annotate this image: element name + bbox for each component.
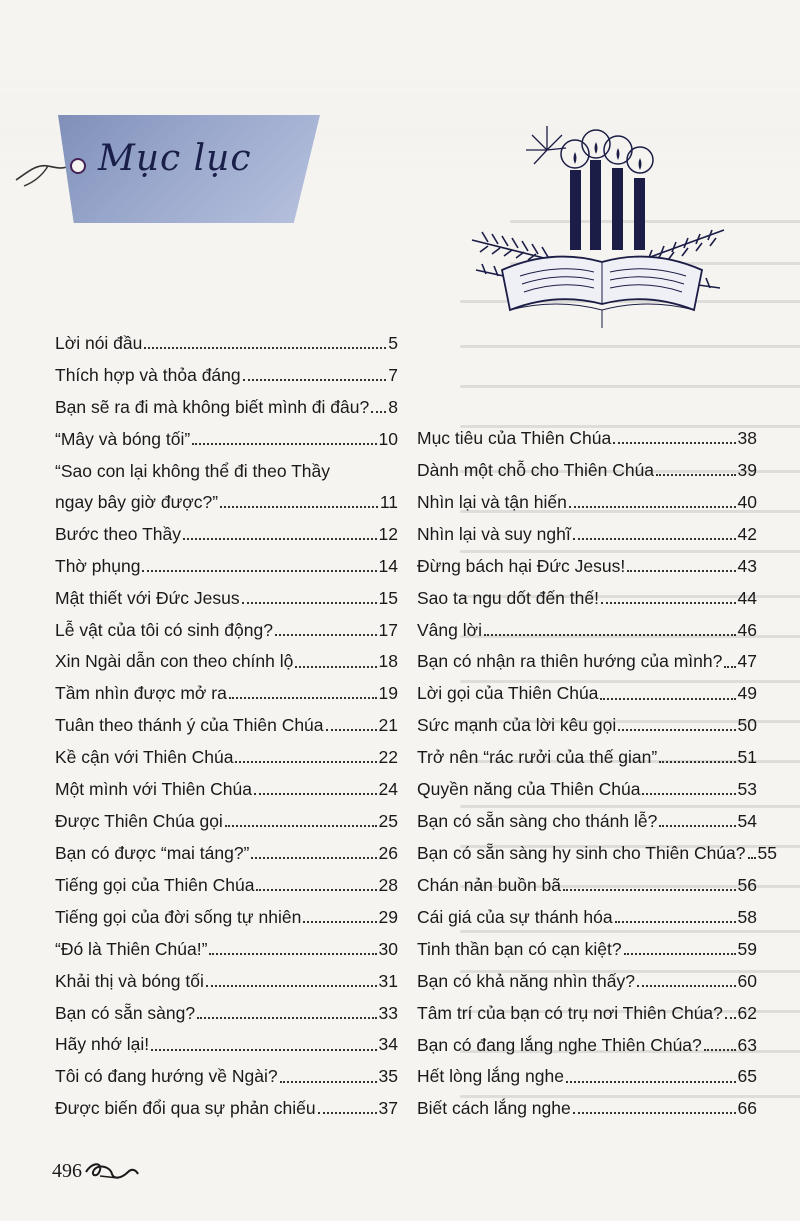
- entry-title: Bạn có sẵn sàng hy sinh cho Thiên Chúa?: [417, 842, 746, 863]
- entry-page: 34: [378, 1034, 398, 1055]
- entry-title: Khải thị và bóng tối: [55, 970, 204, 991]
- leader-dots: [656, 474, 735, 476]
- entry-page: 11: [379, 491, 398, 512]
- entry-title: Biết cách lắng nghe: [417, 1098, 571, 1119]
- toc-entry: [417, 620, 757, 640]
- toc-entry: [55, 620, 398, 640]
- entry-page: 38: [737, 428, 757, 448]
- entry-title: Bạn có được “mai táng?”: [55, 842, 250, 863]
- leader-dots: [642, 793, 735, 795]
- leader-dots: [242, 602, 377, 604]
- entry-title: Hãy nhớ lại!: [55, 1034, 150, 1055]
- entry-page: 35: [378, 1066, 398, 1087]
- entry-title: Bạn có sẵn sàng?: [55, 1002, 196, 1023]
- toc-entry: [417, 715, 757, 735]
- toc-entry: [417, 1035, 757, 1055]
- toc-entry: [55, 811, 398, 831]
- leader-dots: [627, 570, 735, 572]
- toc-entry: [55, 1003, 398, 1023]
- entry-title: Xin Ngài dẫn con theo chính lộ: [55, 651, 294, 672]
- toc-entry: [55, 365, 398, 385]
- toc-entry: [55, 939, 398, 959]
- leader-dots: [256, 889, 376, 891]
- toc-entry: [417, 971, 757, 991]
- entry-title: “Mây và bóng tối”: [55, 428, 191, 449]
- toc-entry: [55, 429, 398, 449]
- entry-page: 15: [378, 587, 398, 608]
- entry-page: 46: [737, 619, 757, 640]
- leader-dots: [566, 1081, 736, 1083]
- leader-dots: [280, 1081, 377, 1083]
- leader-dots: [318, 1112, 377, 1114]
- entry-title: Tuân theo thánh ý của Thiên Chúa: [55, 715, 324, 736]
- toc-entry: [55, 875, 398, 895]
- leader-dots: [151, 1049, 376, 1051]
- entry-title: Đừng bách hại Đức Jesus!: [417, 555, 626, 576]
- leader-dots: [220, 506, 378, 508]
- entry-page: 55: [757, 842, 777, 863]
- toc-entry: [55, 556, 398, 576]
- toc-entry: [417, 1003, 757, 1023]
- entry-page: 44: [737, 587, 757, 608]
- entry-page: 17: [378, 619, 398, 640]
- toc-entry: [417, 779, 757, 799]
- entry-page: 30: [378, 938, 398, 959]
- entry-title: Được Thiên Chúa gọi: [55, 811, 223, 832]
- page-title: Mục lục: [98, 138, 252, 179]
- entry-page: 47: [737, 651, 757, 672]
- leader-dots: [243, 379, 387, 381]
- entry-page: 56: [737, 874, 757, 895]
- entry-page: 24: [378, 779, 398, 800]
- entry-page: 65: [737, 1066, 757, 1087]
- toc-entry: [417, 907, 757, 927]
- entry-title: Một mình với Thiên Chúa: [55, 779, 252, 800]
- leader-dots: [615, 921, 736, 923]
- entry-page: 33: [378, 1002, 398, 1023]
- entry-page: 7: [388, 364, 398, 385]
- toc-left-column: [55, 333, 398, 1130]
- entry-page: 26: [378, 842, 398, 863]
- leader-dots: [624, 953, 736, 955]
- entry-title: Bạn sẽ ra đi mà không biết mình đi đâu?: [55, 396, 370, 417]
- leader-dots: [724, 666, 735, 668]
- entry-page: 12: [378, 523, 398, 544]
- entry-title: Cái giá của sự thánh hóa: [417, 906, 613, 927]
- leader-dots: [235, 761, 376, 763]
- entry-title: Tiếng gọi của đời sống tự nhiên: [55, 906, 302, 927]
- leader-dots: [573, 1112, 736, 1114]
- page-footer: [52, 1158, 142, 1184]
- toc-entry: [55, 1098, 398, 1118]
- leader-dots: [209, 953, 376, 955]
- leader-dots: [206, 985, 377, 987]
- leader-dots: [229, 697, 377, 699]
- leader-dots: [613, 442, 735, 444]
- entry-title: Sao ta ngu dốt đến thế!: [417, 587, 599, 608]
- entry-page: 53: [737, 779, 757, 800]
- leader-dots: [569, 506, 736, 508]
- toc-entry: [55, 907, 398, 927]
- leader-dots: [183, 538, 377, 540]
- toc-entry: [55, 1066, 398, 1086]
- entry-title: Thích hợp và thỏa đáng: [55, 364, 241, 385]
- toc-entry: [55, 397, 398, 417]
- leader-dots: [144, 347, 386, 349]
- toc-entry: [55, 747, 398, 767]
- entry-page: 5: [388, 333, 398, 353]
- toc-entry: [417, 842, 777, 863]
- leader-dots: [600, 698, 735, 700]
- entry-page: 37: [378, 1098, 398, 1119]
- leader-dots: [704, 1049, 736, 1051]
- entry-page: 25: [378, 811, 398, 832]
- entry-page: 39: [737, 459, 757, 480]
- toc-entry: [55, 524, 398, 544]
- entry-title: Tiếng gọi của Thiên Chúa: [55, 874, 255, 895]
- toc-entry: [417, 811, 757, 831]
- entry-title: Vâng lời: [417, 619, 482, 640]
- entry-title: Bước theo Thầy: [55, 523, 181, 544]
- leader-dots: [659, 825, 735, 827]
- entry-title: Thờ phụng: [55, 555, 141, 576]
- leader-dots: [484, 634, 736, 636]
- leader-dots: [563, 889, 736, 891]
- entry-page: 50: [737, 715, 757, 736]
- toc-entry: [417, 524, 757, 544]
- entry-title: Nhìn lại và suy nghĩ: [417, 523, 571, 544]
- entry-page: 10: [378, 428, 398, 449]
- leader-dots: [192, 443, 376, 445]
- entry-title: Dành một chỗ cho Thiên Chúa: [417, 459, 655, 480]
- leader-dots: [371, 411, 386, 413]
- entry-title: Bạn có đang lắng nghe Thiên Chúa?: [417, 1034, 702, 1055]
- entry-title: Sức mạnh của lời kêu gọi: [417, 715, 617, 736]
- scribble-flourish-icon: [82, 1158, 142, 1184]
- entry-page: 43: [737, 555, 757, 576]
- toc-entry: [55, 779, 398, 799]
- entry-title: “Sao con lại không thể đi theo Thầy: [55, 460, 331, 481]
- entry-page: 62: [737, 1002, 757, 1023]
- toc-entry: [417, 428, 757, 448]
- entry-title: Mục tiêu của Thiên Chúa: [417, 428, 612, 448]
- entry-page: 31: [378, 970, 398, 991]
- leader-dots: [637, 985, 736, 987]
- leader-dots: [251, 857, 376, 859]
- toc-entry: [417, 1098, 757, 1118]
- entry-title: Chán nản buồn bã: [417, 874, 562, 895]
- toc-entry: [417, 460, 757, 480]
- leader-dots: [142, 570, 376, 572]
- entry-page: 14: [378, 555, 398, 576]
- entry-page: 59: [737, 938, 757, 959]
- toc-entry: [55, 715, 398, 735]
- entry-page: 40: [737, 491, 757, 512]
- leader-dots: [275, 634, 377, 636]
- entry-title: Tôi có đang hướng về Ngài?: [55, 1066, 278, 1087]
- leader-dots: [197, 1017, 376, 1019]
- toc-entry: [417, 588, 757, 608]
- toc-entry: [417, 939, 757, 959]
- leader-dots: [748, 857, 756, 859]
- entry-page: 21: [378, 715, 398, 736]
- toc-right-column: [417, 428, 777, 1130]
- entry-title: Nhìn lại và tận hiến: [417, 491, 567, 512]
- entry-page: 63: [737, 1034, 757, 1055]
- entry-page: 22: [378, 747, 398, 768]
- entry-title: Trở nên “rác rưởi của thế gian”: [417, 747, 658, 768]
- leader-dots: [326, 729, 377, 731]
- leader-dots: [295, 666, 376, 668]
- entry-page: 42: [737, 523, 757, 544]
- entry-title: Tầm nhìn được mở ra: [55, 683, 227, 704]
- toc-entry: [55, 683, 398, 703]
- entry-page: 51: [737, 747, 757, 768]
- open-book-candles-illustration: [462, 120, 732, 330]
- toc-entry: [55, 588, 398, 608]
- toc-entry: [55, 333, 398, 353]
- toc-entry: [417, 651, 757, 671]
- entry-page: 18: [378, 651, 398, 672]
- toc-entry: [417, 556, 757, 576]
- toc-entry: [55, 651, 398, 671]
- leader-dots: [725, 1017, 736, 1019]
- entry-title: Tâm trí của bạn có trụ nơi Thiên Chúa?: [417, 1002, 723, 1023]
- toc-entry: [55, 461, 398, 512]
- leader-dots: [225, 825, 377, 827]
- entry-page: 28: [378, 874, 398, 895]
- toc-entry: [417, 747, 757, 767]
- entry-title: Bạn có sẵn sàng cho thánh lễ?: [417, 811, 658, 832]
- toc-entry: [417, 683, 757, 703]
- entry-title: “Đó là Thiên Chúa!”: [55, 938, 208, 959]
- leader-dots: [573, 538, 736, 540]
- toc-entry: [55, 843, 398, 863]
- toc-entry: [417, 1066, 757, 1086]
- entry-page: 8: [388, 396, 398, 417]
- tag-hole: [70, 158, 86, 174]
- entry-title-continued: ngay bây giờ được?”: [55, 491, 219, 512]
- toc-entry: [55, 971, 398, 991]
- entry-title: Lời nói đầu: [55, 333, 143, 353]
- leader-dots: [303, 921, 376, 923]
- entry-title: Bạn có nhận ra thiên hướng của mình?: [417, 651, 723, 672]
- entry-title: Lời gọi của Thiên Chúa: [417, 683, 599, 704]
- leader-dots: [618, 729, 735, 731]
- entry-page: 29: [378, 906, 398, 927]
- leader-dots: [659, 761, 735, 763]
- entry-title: Mật thiết với Đức Jesus: [55, 587, 240, 608]
- toc-entry: [417, 875, 757, 895]
- entry-page: 54: [737, 811, 757, 832]
- toc-entry: [417, 492, 757, 512]
- entry-title: Tinh thần bạn có cạn kiệt?: [417, 938, 622, 959]
- entry-page: 49: [737, 683, 757, 704]
- entry-page: 58: [737, 906, 757, 927]
- entry-title: Bạn có khả năng nhìn thấy?: [417, 970, 635, 991]
- toc-entry: [55, 1034, 398, 1054]
- entry-title: Lễ vật của tôi có sinh động?: [55, 619, 273, 640]
- entry-page: 60: [737, 970, 757, 991]
- entry-page: 66: [737, 1098, 757, 1119]
- leader-dots: [601, 602, 736, 604]
- entry-title: Hết lòng lắng nghe: [417, 1066, 564, 1087]
- page-number: 496: [52, 1159, 82, 1182]
- entry-title: Được biến đổi qua sự phản chiếu: [55, 1098, 316, 1119]
- leader-dots: [254, 793, 377, 795]
- entry-title: Kề cận với Thiên Chúa: [55, 747, 234, 768]
- entry-page: 19: [378, 683, 398, 704]
- entry-title: Quyền năng của Thiên Chúa: [417, 779, 641, 800]
